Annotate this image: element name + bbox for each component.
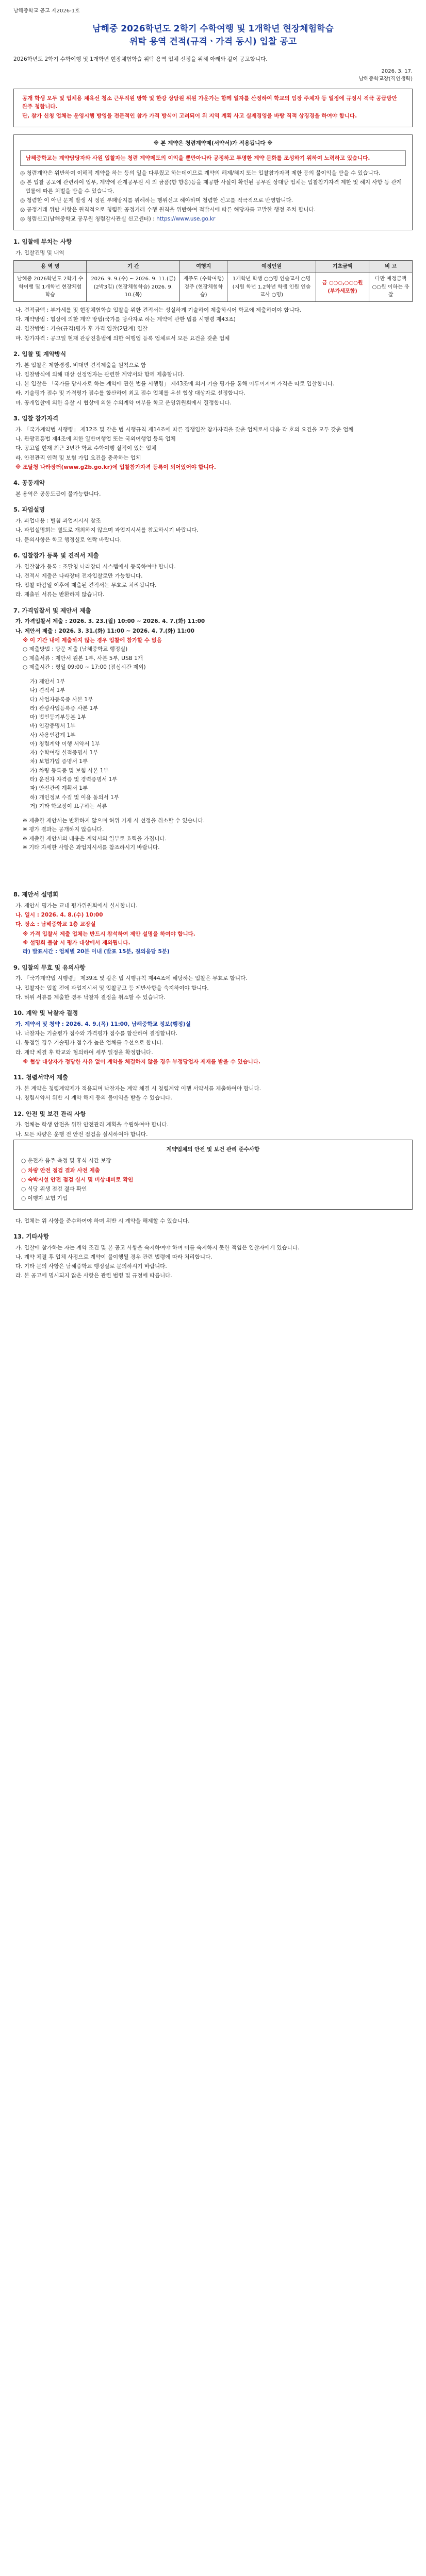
section-10-item: 가. 계약서 및 청약 : 2026. 4. 9.(목) 11:00, 남해중학교 정보(행정)실 bbox=[15, 1021, 191, 1027]
section-2-item: 라. 기술평가 점수 및 가격평가 점수를 합산하여 최고 점수 업체를 우선 협상 대상자로 선정합니다. bbox=[15, 390, 245, 397]
section-12-item: 나. 모든 차량은 운행 전 안전 점검을 실시하여야 합니다. bbox=[15, 1131, 148, 1138]
section-3-item: 나. 관광진흥법 제4조에 의한 일반여행업 또는 국외여행업 등록 업체 bbox=[15, 436, 176, 443]
document-list-item: 가) 제안서 1부 bbox=[30, 679, 65, 685]
section-8-blue-note: 라) 발표시간 : 업체별 20분 이내 (발표 15분, 질의응답 5분) bbox=[23, 948, 170, 955]
section-8-item: 가. 제안서 평가는 교내 평가위원회에서 실시합니다. bbox=[15, 902, 138, 909]
section-5-item: 나. 과업설명회는 별도로 개최하지 않으며 과업지시서를 참고하시기 바랍니다. bbox=[15, 527, 199, 534]
section-9-heading: 9. 입찰의 무효 및 유의사항 bbox=[13, 963, 86, 971]
section-7-sub: ○ 제출서류 : 제안서 원본 1부, 사본 5부, USB 1개 bbox=[23, 655, 143, 662]
safety-box-item: ○ 운전자 음주 측정 및 휴식 시간 보장 bbox=[21, 1158, 111, 1164]
section-6-heading: 6. 입찰참가 등록 및 견적서 제출 bbox=[13, 551, 99, 559]
section-11-item: 나. 청렴서약서 위반 시 계약 해제 등의 불이익을 받을 수 있습니다. bbox=[15, 1095, 172, 1101]
document-list-item: 차) 보험가입 증명서 1부 bbox=[30, 758, 88, 765]
section-7-sub: ○ 제출시간 : 평일 09:00 ~ 17:00 (점심시간 제외) bbox=[23, 664, 146, 670]
section-10-item: 라. 계약 체결 후 학교와 협의하여 세부 일정을 확정합니다. bbox=[15, 1049, 153, 1056]
section-1-note: 다. 계약방법 : 협상에 의한 계약 방법(국가를 당사자로 하는 계약에 관한 법률 시행령 제43조) bbox=[15, 316, 236, 323]
section-1-sub: 가. 입찰건명 및 내역 bbox=[15, 249, 64, 256]
section-2-item: 가. 본 입찰은 제한경쟁, 비대면 견적제출을 원칙으로 함 bbox=[15, 362, 146, 368]
section-1-heading: 1. 입찰에 부치는 사항 bbox=[13, 238, 72, 245]
integrity-notice-heading: ※ 본 계약은 청렴계약제(서약서)가 적용됩니다 ※ bbox=[153, 140, 273, 146]
document-list-item: 라) 관광사업등록증 사본 1부 bbox=[30, 705, 99, 711]
section-3-item: 라. 안전관리 인력 및 보험 가입 요건을 충족하는 업체 bbox=[15, 454, 141, 461]
safety-box-item: ○ 차량 안전 점검 결과 사전 제출 bbox=[21, 1167, 100, 1174]
section-2-item: 나. 입찰방식에 의해 대상 선정업자는 관련한 계약서와 함께 제출합니다. bbox=[15, 371, 185, 378]
document-list-item: 마) 법인등기부등본 1부 bbox=[30, 714, 86, 721]
section-5-heading: 5. 과업설명 bbox=[13, 506, 45, 514]
document-list-item: 카) 차량 등록증 및 보험 사본 1부 bbox=[30, 767, 109, 774]
safety-box-item: ○ 숙박시설 안전 점검 실시 및 비상대피로 확인 bbox=[21, 1176, 134, 1183]
section-7-sub: ○ 제출방법 : 방문 제출 (남해중학교 행정실) bbox=[23, 646, 128, 653]
section-2-heading: 2. 입찰 및 계약방식 bbox=[13, 350, 67, 358]
section-13-heading: 13. 기타사항 bbox=[13, 1232, 49, 1240]
table-header: 용 역 명 bbox=[14, 260, 87, 273]
document-list-item: 나) 견적서 1부 bbox=[30, 687, 65, 694]
table-row bbox=[14, 273, 413, 302]
integrity-item: ◎ 청렴계약은 위반하여 이해적 계약을 하는 등의 일을 다루웠고 하는데이므로 계약의 해제/해지 또는 입찰참가자격 제한 등의 불이익을 받을 수 있습니다. bbox=[20, 170, 381, 177]
section-12-after: 다. 업체는 위 사항을 준수하여야 하며 위반 시 계약을 해제할 수 있습니다. bbox=[15, 1217, 190, 1224]
document-list-item: 아) 청렴계약 이행 서약서 1부 bbox=[30, 740, 100, 747]
section-10-item: 나. 낙찰자는 기술평가 점수와 가격평가 점수를 합산하여 결정합니다. bbox=[15, 1030, 178, 1037]
page-title bbox=[13, 23, 413, 49]
section-7-note: ※ 제출한 제안서는 반환하지 않으며 허위 기재 시 선정을 취소할 수 있습니다. bbox=[23, 818, 205, 824]
table-header-row bbox=[14, 260, 413, 273]
notice-number: 남해중학교 공고 제2026-1호 bbox=[13, 8, 80, 14]
section-10-heading: 10. 계약 및 낙찰자 결정 bbox=[13, 1009, 78, 1017]
integrity-item: ◎ 공정거래 위반 사항은 원칙적으로 청렴한 공정거래 수행 원칙을 위반하여 적발시에 따른 해당자를 고발한 행정 조치 합니다. bbox=[20, 207, 316, 213]
safety-box-heading: 계약업체의 안전 및 보건 관리 준수사항 bbox=[166, 1146, 260, 1153]
section-7-heading: 7. 가격입찰서 및 제안서 제출 bbox=[13, 606, 91, 614]
section-2-item: 다. 본 입찰은 「국가를 당사자로 하는 계약에 관한 법률 시행령」 제43조에 의거 기술 평가를 통해 이루어지며 가격은 따로 입찰합니다. bbox=[15, 381, 335, 387]
issuer: 남해중학교장(직인생략) bbox=[358, 76, 413, 82]
safety-box bbox=[13, 1140, 413, 1210]
section-7-note: ※ 제출한 제안서의 내용은 계약서의 일부로 효력을 가집니다. bbox=[23, 835, 167, 842]
safety-box-item: ○ 여행자 보험 가입 bbox=[21, 1195, 68, 1202]
section-4-item: 본 용역은 공동도급이 불가능합니다. bbox=[15, 490, 101, 497]
section-9-item: 나. 입찰자는 입찰 전에 과업지시서 및 입찰공고 등 제반사항을 숙지하여야 합니다. bbox=[15, 985, 209, 991]
integrity-item: ◎ 본 입찰 공고에 관련하여 업무, 계약에 관계공무원 시 의 금품(향 향응)등을 제공한 사실이 확인된 공무원 상대방 업체는 입찰참가자격 제한 및 해지 사항 등 관계법률에 따른 처벌을 받을 수 있습니다. bbox=[20, 179, 402, 194]
bid-item-table bbox=[13, 260, 413, 302]
integrity-link[interactable]: https://www.use.go.kr bbox=[156, 216, 216, 223]
document-list-item: 바) 인감증명서 1부 bbox=[30, 723, 76, 730]
section-7-item: 가. 가격입찰서 제출 : 2026. 3. 23.(월) 10:00 ~ 2026. 4. 7.(화) 11:00 bbox=[15, 618, 205, 625]
integrity-notice-box bbox=[13, 134, 413, 230]
table-cell: 금 ○○○,○○○원 (부가세포함) bbox=[316, 273, 369, 302]
section-8-red-note: ※ 가격 입찰서 제출 업체는 반드시 참석하여 제안 설명을 하여야 합니다. bbox=[23, 930, 195, 937]
section-7-note: ※ 기타 자세한 사항은 과업지시서를 참조하시기 바랍니다. bbox=[23, 844, 160, 851]
section-5-item: 가. 과업내용 : 별첨 과업지시서 참조 bbox=[15, 518, 101, 524]
integrity-inner-text: 남해중학교는 계약담당자와 사원 입찰자는 청렴 계약제도의 이익을 뿐만아니라 공정하고 투명한 계약 문화를 조성하기 위하여 노력하고 있습니다. bbox=[26, 155, 370, 161]
section-12-item: 가. 업체는 학생 안전을 위한 안전관리 계획을 수립하여야 합니다. bbox=[15, 1122, 169, 1128]
table-header: 비 고 bbox=[369, 260, 413, 273]
red-notice-line: 공개 학생 모두 및 업체용 체육선 청소 근무직원 방학 및 한강 상담원 위원 가운가는 함께 일자를 산정하여 학교의 임장 주체자 등 일정에 규정시 적극 공급방안 완주 청합니다. bbox=[22, 95, 397, 110]
integrity-inner-box bbox=[20, 150, 406, 166]
section-7-item: 나. 제안서 제출 : 2026. 3. 31.(화) 11:00 ~ 2026. 4. 7.(화) 11:00 bbox=[15, 628, 194, 634]
section-5-item: 다. 문의사항은 학교 행정실로 연락 바랍니다. bbox=[15, 536, 122, 543]
table-cell: 1개학년 학생 ○○명 인솔교사 ○명 (지원 학년 1.2학년 학생 인원 인솔교사 ○명) bbox=[227, 273, 316, 302]
table-header: 예정인원 bbox=[227, 260, 316, 273]
section-13-item: 다. 기타 문의 사항은 남해중학교 행정실로 문의하시기 바랍니다. bbox=[15, 1263, 167, 1270]
section-8-heading: 8. 제안서 설명회 bbox=[13, 891, 59, 899]
notice-date: 2026. 3. 17. bbox=[381, 68, 413, 74]
table-header: 여행지 bbox=[180, 260, 227, 273]
document-list-item: 파) 안전관리 계획서 1부 bbox=[30, 785, 88, 792]
document-list-item: 사) 사용인감계 1부 bbox=[30, 732, 76, 738]
safety-box-item: ○ 식당 위생 점검 결과 확인 bbox=[21, 1186, 87, 1193]
title-line-1: 남해중 2026학년도 2학기 수학여행 및 1개학년 현장체험학습 bbox=[92, 23, 334, 34]
section-2-item: 마. 공개입찰에 의한 유찰 시 협상에 의한 수의계약 여부를 학교 운영위원회에서 결정합니다. bbox=[15, 399, 232, 406]
section-3-heading: 3. 입찰 참가자격 bbox=[13, 414, 59, 422]
section-10-red-note: ※ 협상 대상자가 정당한 사유 없이 계약을 체결하지 않을 경우 부정당업자 제재를 받을 수 있습니다. bbox=[23, 1059, 260, 1065]
section-11-item: 가. 본 계약은 청렴계약제가 적용되며 낙찰자는 계약 체결 시 청렴계약 이행 서약서를 제출하여야 합니다. bbox=[15, 1086, 261, 1092]
table-cell: 다만 예정금액 ○○원 이하는 유찰 bbox=[369, 273, 413, 302]
section-6-item: 다. 입찰 마감일 이후에 제출된 견적서는 무효로 처리됩니다. bbox=[15, 582, 157, 589]
table-header: 기 간 bbox=[87, 260, 180, 273]
document-list-item: 다) 사업자등록증 사본 1부 bbox=[30, 696, 93, 703]
section-12-heading: 12. 안전 및 보건 관리 사항 bbox=[13, 1110, 86, 1117]
intro-text: 2026학년도 2학기 수학여행 및 1개학년 현장체험학습 위탁 용역 업체 선정을 위해 아래와 같이 공고합니다. bbox=[13, 56, 268, 62]
title-line-2: 위탁 용역 견적(규격ㆍ가격 동시) 입찰 공고 bbox=[129, 37, 297, 47]
integrity-item: ◎ 청렴한 이 아닌 문제 발생 시 정원 부패방지를 위해하는 행위신고 해야하며 청렴한 신고를 적극적으로 반영합니다. bbox=[20, 197, 293, 204]
section-1-note: 라. 입찰방법 : 기술(규격)평가 후 가격 입찰(2단계) 입찰 bbox=[15, 326, 148, 332]
section-3-note: ※ 조달청 나라장터(www.g2b.go.kr)에 입찰참가자격 등록이 되어있어야 합니다. bbox=[15, 464, 216, 470]
section-1-note: 마. 참가자격 : 공고일 현재 관광진흥법에 의한 여행업 등록 업체로서 모든 요건을 갖춘 업체 bbox=[15, 335, 230, 342]
document-list-item: 거) 기타 학교장이 요구하는 서류 bbox=[30, 803, 107, 809]
section-6-item: 나. 견적서 제출은 나라장터 전자입찰로만 가능합니다. bbox=[15, 572, 143, 579]
document-list-item: 하) 개인정보 수집 및 이용 동의서 1부 bbox=[30, 794, 119, 801]
section-3-item: 다. 공고일 현재 최근 3년간 학교 수학여행 실적이 있는 업체 bbox=[15, 445, 157, 452]
section-8-item: 다. 장소 : 남해중학교 1층 교장실 bbox=[15, 921, 96, 928]
table-cell: 2026. 9. 9.(수) ~ 2026. 9. 11.(금) (2박3일) (현장체험학습) 2026. 9. 10.(목) bbox=[87, 273, 180, 302]
section-7-red-note: ※ 이 기간 내에 제출하지 않는 경우 입찰에 참가할 수 없음 bbox=[23, 637, 162, 644]
section-8-item: 나. 일시 : 2026. 4. 8.(수) 10:00 bbox=[15, 912, 103, 919]
section-6-item: 가. 입찰참가 등록 : 조달청 나라장터 시스템에서 등록하여야 합니다. bbox=[15, 563, 176, 570]
section-11-heading: 11. 청렴서약서 제출 bbox=[13, 1074, 69, 1081]
section-4-heading: 4. 공동계약 bbox=[13, 479, 45, 487]
section-8-red-note: ※ 설명회 불참 시 평가 대상에서 제외됩니다. bbox=[23, 940, 130, 946]
integrity-link-label: ◎ 청렴신고(남해중학교 공무원 청렴감사관실 신고센터) : bbox=[20, 216, 155, 223]
table-cell: 남해중 2026학년도 2학기 수학여행 및 1개학년 현장체험학습 bbox=[14, 273, 87, 302]
integrity-link-row bbox=[20, 215, 406, 223]
section-3-item: 가. 「국가계약법 시행령」 제12조 및 같은 법 시행규칙 제14조에 따른 경쟁입찰 참가자격을 갖춘 업체로서 다음 각 호의 요건을 모두 갖춘 업체 bbox=[15, 426, 354, 433]
section-10-item: 다. 동점일 경우 기술평가 점수가 높은 업체를 우선으로 합니다. bbox=[15, 1040, 163, 1046]
table-cell: 제주도 (수학여행) 경주 (현장체험학습) bbox=[180, 273, 227, 302]
section-13-item: 가. 입찰에 참가하는 자는 계약 조건 및 본 공고 사항을 숙지하여야 하며 이를 숙지하지 못한 책임은 입찰자에게 있습니다. bbox=[15, 1244, 300, 1251]
section-6-item: 라. 제출된 서류는 반환하지 않습니다. bbox=[15, 591, 105, 598]
table-header: 기초금액 bbox=[316, 260, 369, 273]
section-1-note: 나. 견적금액 : 부가세를 및 현장체험학습 입찰을 위한 견적서는 성실하게 기술하여 제출하시어 학교에 제출하여야 합니다. bbox=[15, 307, 301, 313]
red-notice-box bbox=[13, 89, 413, 127]
document-list-item: 타) 운전자 자격증 및 경력증명서 1부 bbox=[30, 776, 118, 783]
section-9-item: 가. 「국가계약법 시행령」 제39조 및 같은 법 시행규칙 제44조에 해당하는 입찰은 무효로 합니다. bbox=[15, 975, 248, 982]
section-13-item: 라. 본 공고에 명시되지 않은 사항은 관련 법령 및 규정에 따릅니다. bbox=[15, 1273, 172, 1279]
section-9-item: 다. 허위 서류를 제출한 경우 낙찰자 결정을 취소할 수 있습니다. bbox=[15, 994, 166, 1001]
section-7-note: ※ 평가 결과는 공개하지 않습니다. bbox=[23, 826, 104, 833]
red-notice-line: 단, 참가 신청 업체는 운영시행 방영을 전문적인 참가 가격 방식이 고려되어 위 지역 계획 사고 실제경영을 바탕 직적 상징경을 하여야 합니다. bbox=[22, 113, 357, 120]
section-13-item: 나. 계약 체결 후 업체 사정으로 계약이 불이행될 경우 관련 법령에 따라 처리합니다. bbox=[15, 1253, 212, 1260]
document-list-item: 자) 수학여행 실적증명서 1부 bbox=[30, 750, 99, 756]
